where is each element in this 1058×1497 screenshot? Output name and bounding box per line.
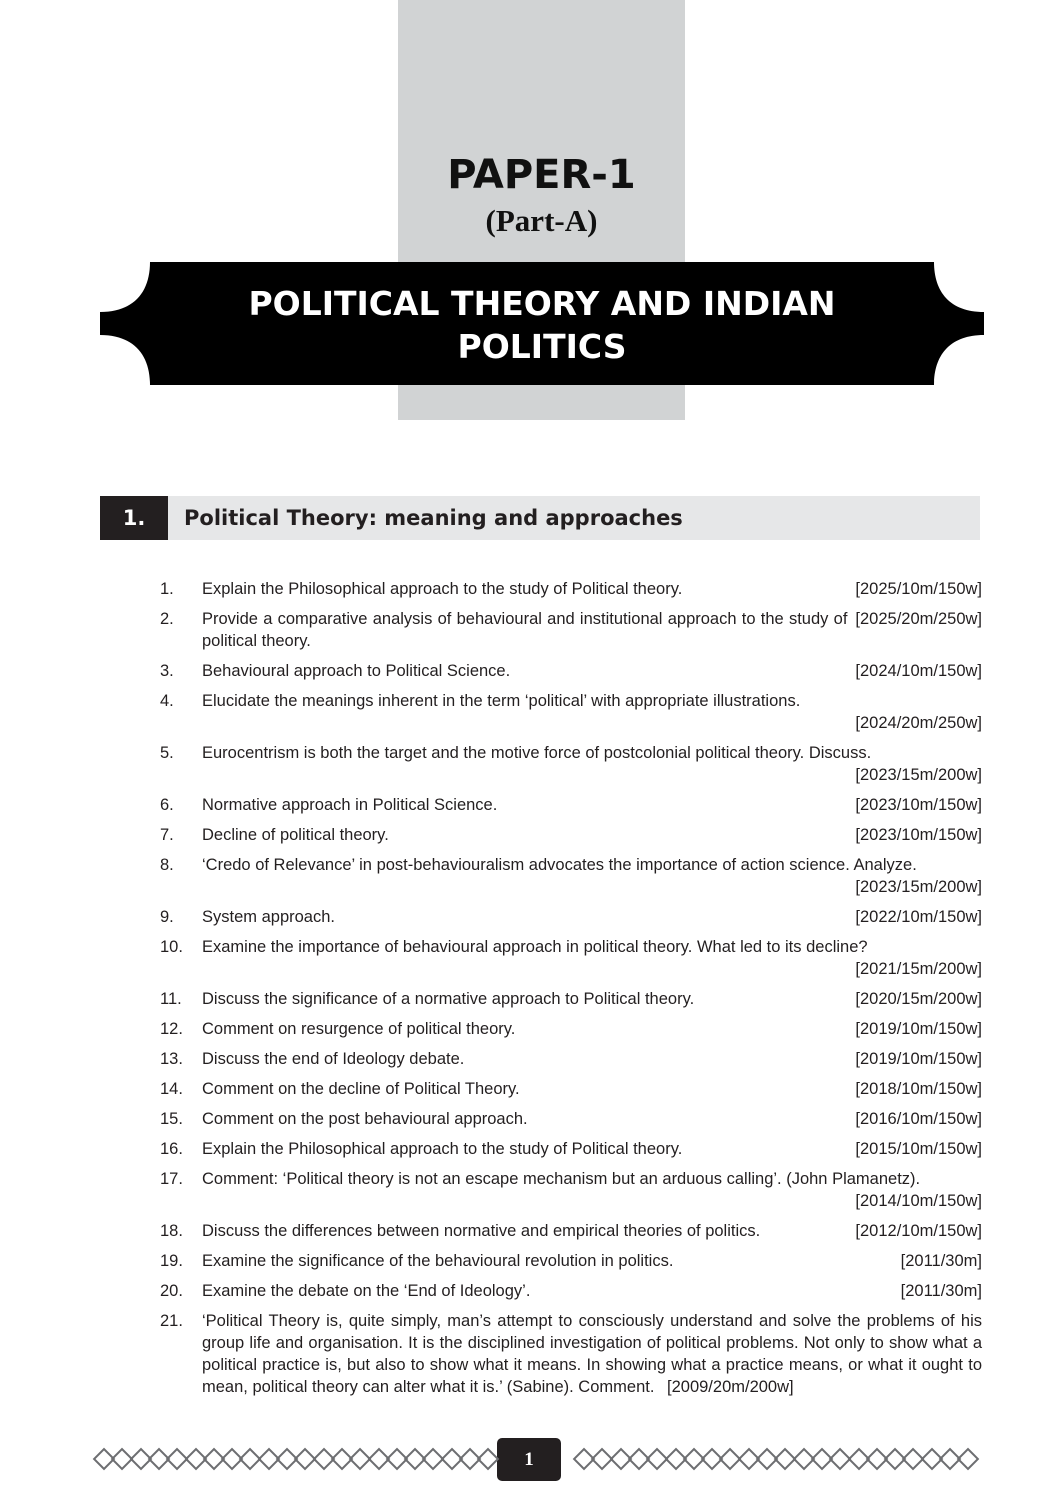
list-item [160, 742, 982, 786]
list-item [160, 794, 982, 816]
item-text [202, 660, 982, 682]
list-item [160, 1168, 982, 1212]
year-marks-tag: [2018/10m/150w] [855, 1080, 982, 1098]
item-number: 5. [160, 744, 174, 762]
year-marks-tag: [2012/10m/150w] [855, 1222, 982, 1240]
question-text: Discuss the differences between normative and empirical theories of politics. [202, 1222, 761, 1240]
item-number: 17. [160, 1170, 183, 1188]
year-marks-tag: [2014/10m/150w] [855, 1192, 982, 1210]
question-text: Explain the Philosophical approach to the study of Political theory. [202, 580, 683, 598]
item-number: 20. [160, 1282, 183, 1300]
list-item [160, 1048, 982, 1070]
item-text [202, 794, 982, 816]
list-item [160, 854, 982, 898]
item-number: 21. [160, 1312, 183, 1330]
item-text [202, 824, 982, 846]
question-text: Discuss the end of Ideology debate. [202, 1050, 465, 1068]
year-marks-tag: [2025/10m/150w] [855, 580, 982, 598]
section-heading [100, 496, 980, 540]
part-subtitle: (Part-A) [485, 203, 598, 238]
list-item [160, 1310, 982, 1398]
list-item [160, 1108, 982, 1130]
item-number: 8. [160, 856, 174, 874]
question-text: Comment: ‘Political theory is not an escape mechanism but an arduous calling’. (John Plamanetz). [202, 1170, 921, 1188]
section-number: 1. [100, 496, 168, 540]
question-text: Elucidate the meanings inherent in the term ‘political’ with appropriate illustrations. [202, 692, 801, 710]
section-title: Political Theory: meaning and approaches [184, 506, 683, 530]
item-number: 19. [160, 1252, 183, 1270]
item-text [202, 1108, 982, 1130]
item-text [202, 988, 982, 1010]
question-text: Behavioural approach to Political Science. [202, 662, 511, 680]
banner-title-line-2: POLITICS [457, 327, 627, 366]
paper-title: PAPER-1 [447, 152, 636, 198]
question-text: Examine the significance of the behavioural revolution in politics. [202, 1252, 674, 1270]
item-text [202, 742, 982, 786]
item-text [202, 690, 982, 734]
question-text: ‘Credo of Relevance’ in post-behaviouralism advocates the importance of action science. Analyze. [202, 856, 917, 874]
list-item [160, 1018, 982, 1040]
question-text: Provide a comparative analysis of behavioural and institutional approach to the study of political theory. [202, 610, 848, 650]
question-text: Comment on the post behavioural approach. [202, 1110, 528, 1128]
year-marks-tag: [2023/15m/200w] [855, 766, 982, 784]
year-marks-tag: [2021/15m/200w] [855, 960, 982, 978]
question-text: Explain the Philosophical approach to the study of Political theory. [202, 1140, 683, 1158]
list-item [160, 1078, 982, 1100]
question-text: Eurocentrism is both the target and the motive force of postcolonial political theory. Discuss. [202, 744, 872, 762]
item-number: 2. [160, 610, 174, 628]
year-marks-tag: [2023/15m/200w] [855, 878, 982, 896]
item-text [202, 1168, 982, 1212]
banner-title-line-1: POLITICAL THEORY AND INDIAN [248, 284, 836, 323]
item-number: 18. [160, 1222, 183, 1240]
list-item [160, 936, 982, 980]
year-marks-tag: [2024/20m/250w] [855, 714, 982, 732]
question-text: Comment on resurgence of political theory. [202, 1020, 516, 1038]
year-marks-tag: [2024/10m/150w] [855, 662, 982, 680]
item-text [202, 1048, 982, 1070]
question-text: Comment on the decline of Political Theory. [202, 1080, 520, 1098]
question-text: Examine the importance of behavioural approach in political theory. What led to its decline? [202, 938, 868, 956]
list-item [160, 1280, 982, 1302]
item-number: 9. [160, 908, 174, 926]
list-item [160, 608, 982, 652]
list-item [160, 690, 982, 734]
year-marks-tag: [2022/10m/150w] [855, 908, 982, 926]
question-text: Decline of political theory. [202, 826, 389, 844]
list-item [160, 824, 982, 846]
item-number: 13. [160, 1050, 183, 1068]
question-text: Normative approach in Political Science. [202, 796, 498, 814]
year-marks-tag: [2019/10m/150w] [855, 1050, 982, 1068]
item-text [202, 1138, 982, 1160]
item-text [202, 1078, 982, 1100]
list-item [160, 1250, 982, 1272]
year-marks-tag: [2011/30m] [900, 1282, 982, 1300]
item-text [202, 936, 982, 980]
year-marks-tag: [2016/10m/150w] [855, 1110, 982, 1128]
year-marks-tag: [2015/10m/150w] [855, 1140, 982, 1158]
item-text [202, 1220, 982, 1242]
item-text [202, 854, 982, 898]
item-number: 10. [160, 938, 183, 956]
item-text [202, 1280, 982, 1302]
list-item [160, 988, 982, 1010]
item-text [202, 1018, 982, 1040]
item-number: 1. [160, 580, 174, 598]
list-item [160, 578, 982, 600]
question-text: Examine the debate on the ‘End of Ideology’. [202, 1282, 531, 1300]
item-text [202, 608, 982, 652]
item-number: 3. [160, 662, 174, 680]
item-text [202, 578, 982, 600]
item-text [202, 1250, 982, 1272]
question-text: ‘Political Theory is, quite simply, man’s attempt to consciously understand and solve the problems of his group life and organisation. It is the disciplined investigation of political problems. Not only to show what a political practice is, but also to show what it means. In showing what a practice means, or what it ought to mean, political theory can alter what it is.’ (Sabine). Comment. [202, 1312, 982, 1396]
year-marks-tag: [2020/15m/200w] [855, 990, 982, 1008]
item-number: 14. [160, 1080, 183, 1098]
year-marks-tag: [2009/20m/200w] [667, 1378, 794, 1396]
year-marks-tag: [2025/20m/250w] [855, 610, 982, 628]
year-marks-tag: [2011/30m] [900, 1252, 982, 1270]
item-number: 4. [160, 692, 174, 710]
item-number: 11. [160, 990, 182, 1008]
question-text: System approach. [202, 908, 335, 926]
item-number: 7. [160, 826, 174, 844]
list-item [160, 906, 982, 928]
list-item [160, 1138, 982, 1160]
item-text [202, 906, 982, 928]
item-number: 16. [160, 1140, 183, 1158]
item-number: 15. [160, 1110, 183, 1128]
year-marks-tag: [2019/10m/150w] [855, 1020, 982, 1038]
question-list [160, 578, 982, 1406]
year-marks-tag: [2023/10m/150w] [855, 826, 982, 844]
item-number: 6. [160, 796, 174, 814]
list-item [160, 660, 982, 682]
banner-title [150, 282, 934, 368]
year-marks-tag: [2023/10m/150w] [855, 796, 982, 814]
item-text [202, 1310, 982, 1398]
page-number: 1 [497, 1438, 561, 1481]
list-item [160, 1220, 982, 1242]
question-text: Discuss the significance of a normative approach to Political theory. [202, 990, 695, 1008]
item-number: 12. [160, 1020, 183, 1038]
